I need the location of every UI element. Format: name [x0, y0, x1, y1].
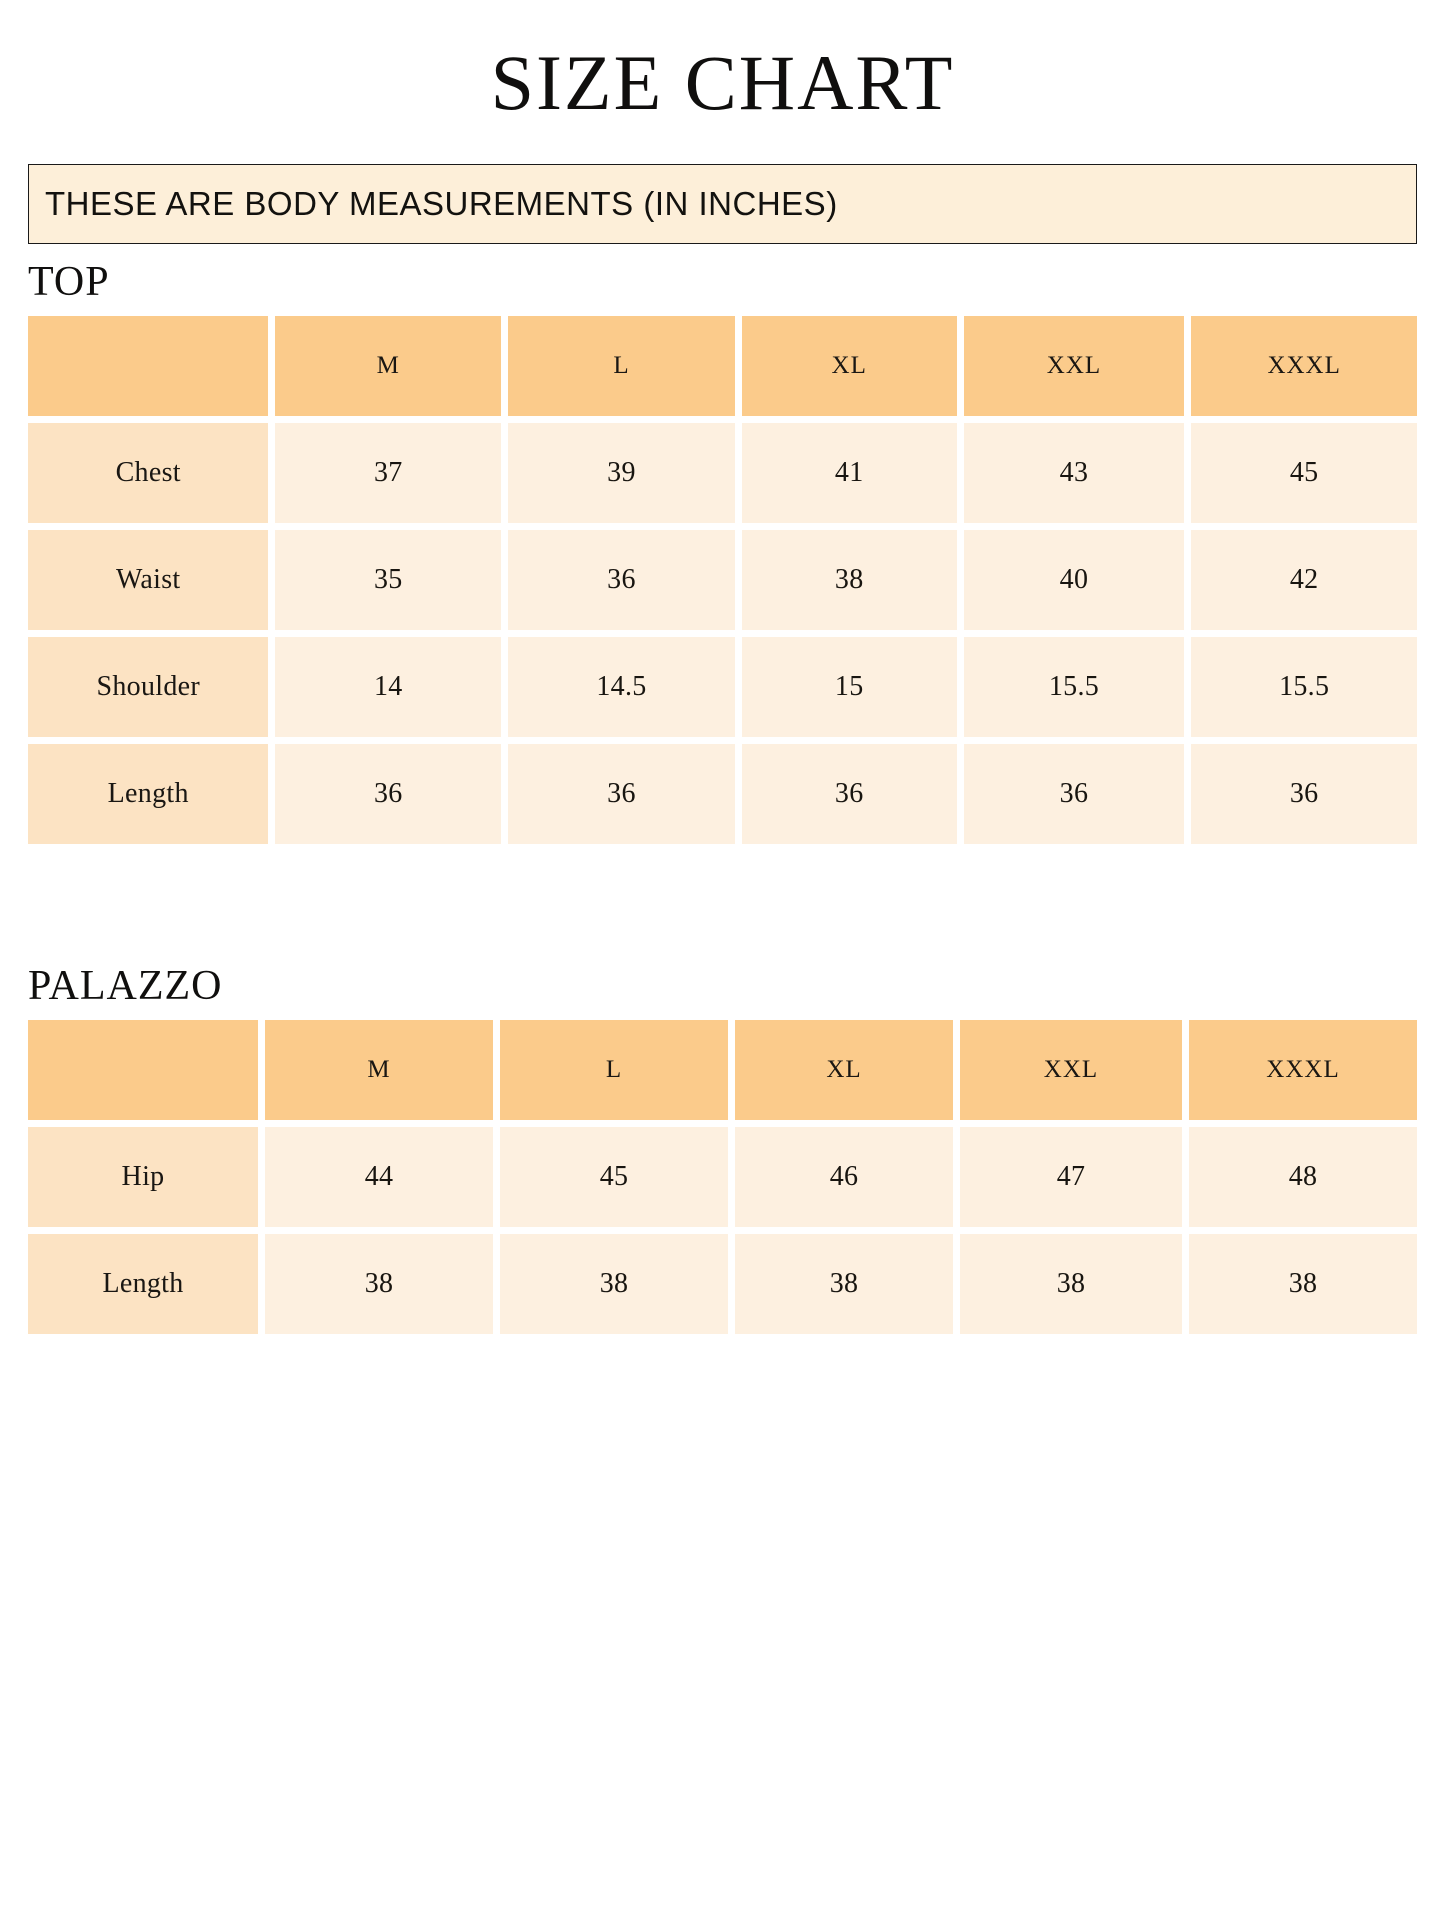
table-header-cell-corner — [28, 316, 268, 416]
cell-waist-xxxl: 42 — [1191, 530, 1417, 630]
cell-length-xxxl: 36 — [1191, 744, 1417, 844]
row-label-shoulder: Shoulder — [28, 637, 268, 737]
row-label-length: Length — [28, 1234, 258, 1334]
table-header-cell-corner — [28, 1020, 258, 1120]
cell-chest-xl: 41 — [742, 423, 957, 523]
palazzo-size-table — [28, 1020, 1417, 1334]
cell-hip-l: 45 — [500, 1127, 728, 1227]
table-header-cell-xxxl: XXXL — [1191, 316, 1417, 416]
cell-length-xxl: 38 — [960, 1234, 1182, 1334]
cell-length-xl: 36 — [742, 744, 957, 844]
table-header-row — [28, 1020, 1417, 1120]
table-header-cell-m: M — [275, 316, 501, 416]
cell-hip-xxxl: 48 — [1189, 1127, 1417, 1227]
cell-chest-xxxl: 45 — [1191, 423, 1417, 523]
cell-length-m: 36 — [275, 744, 501, 844]
table-header-cell-m: M — [265, 1020, 493, 1120]
page-title: SIZE CHART — [490, 39, 955, 126]
table-header-cell-l: L — [500, 1020, 728, 1120]
cell-chest-xxl: 43 — [964, 423, 1185, 523]
cell-hip-xl: 46 — [735, 1127, 953, 1227]
section-spacer — [0, 844, 1445, 962]
row-label-length: Length — [28, 744, 268, 844]
table-header-cell-xl: XL — [735, 1020, 953, 1120]
cell-length-xxxl: 38 — [1189, 1234, 1417, 1334]
cell-waist-xxl: 40 — [964, 530, 1185, 630]
table-header-cell-xl: XL — [742, 316, 957, 416]
table-header-cell-xxxl: XXXL — [1189, 1020, 1417, 1120]
cell-chest-l: 39 — [508, 423, 735, 523]
table-row — [28, 423, 1417, 523]
top-size-table — [28, 316, 1417, 844]
cell-shoulder-xl: 15 — [742, 637, 957, 737]
cell-hip-xxl: 47 — [960, 1127, 1182, 1227]
cell-length-m: 38 — [265, 1234, 493, 1334]
cell-chest-m: 37 — [275, 423, 501, 523]
table-row — [28, 530, 1417, 630]
cell-shoulder-m: 14 — [275, 637, 501, 737]
cell-waist-l: 36 — [508, 530, 735, 630]
bottom-spacer — [0, 1334, 1445, 1554]
table-header-cell-xxl: XXL — [960, 1020, 1182, 1120]
table-row — [28, 744, 1417, 844]
row-label-waist: Waist — [28, 530, 268, 630]
table-header-cell-xxl: XXL — [964, 316, 1185, 416]
cell-length-xxl: 36 — [964, 744, 1185, 844]
row-label-hip: Hip — [28, 1127, 258, 1227]
size-chart-page — [0, 39, 1445, 1915]
row-label-chest: Chest — [28, 423, 268, 523]
section-heading-top: TOP — [28, 259, 110, 305]
cell-length-l: 38 — [500, 1234, 728, 1334]
table-header-cell-l: L — [508, 316, 735, 416]
cell-shoulder-xxxl: 15.5 — [1191, 637, 1417, 737]
table-header-row — [28, 316, 1417, 416]
table-row — [28, 1127, 1417, 1227]
section-heading-palazzo: PALAZZO — [28, 963, 223, 1009]
cell-waist-xl: 38 — [742, 530, 957, 630]
cell-length-xl: 38 — [735, 1234, 953, 1334]
table-row — [28, 637, 1417, 737]
cell-hip-m: 44 — [265, 1127, 493, 1227]
measurements-banner-text: THESE ARE BODY MEASUREMENTS (IN INCHES) — [45, 185, 838, 222]
cell-length-l: 36 — [508, 744, 735, 844]
cell-shoulder-l: 14.5 — [508, 637, 735, 737]
table-row — [28, 1234, 1417, 1334]
measurements-banner — [28, 164, 1417, 244]
cell-shoulder-xxl: 15.5 — [964, 637, 1185, 737]
cell-waist-m: 35 — [275, 530, 501, 630]
